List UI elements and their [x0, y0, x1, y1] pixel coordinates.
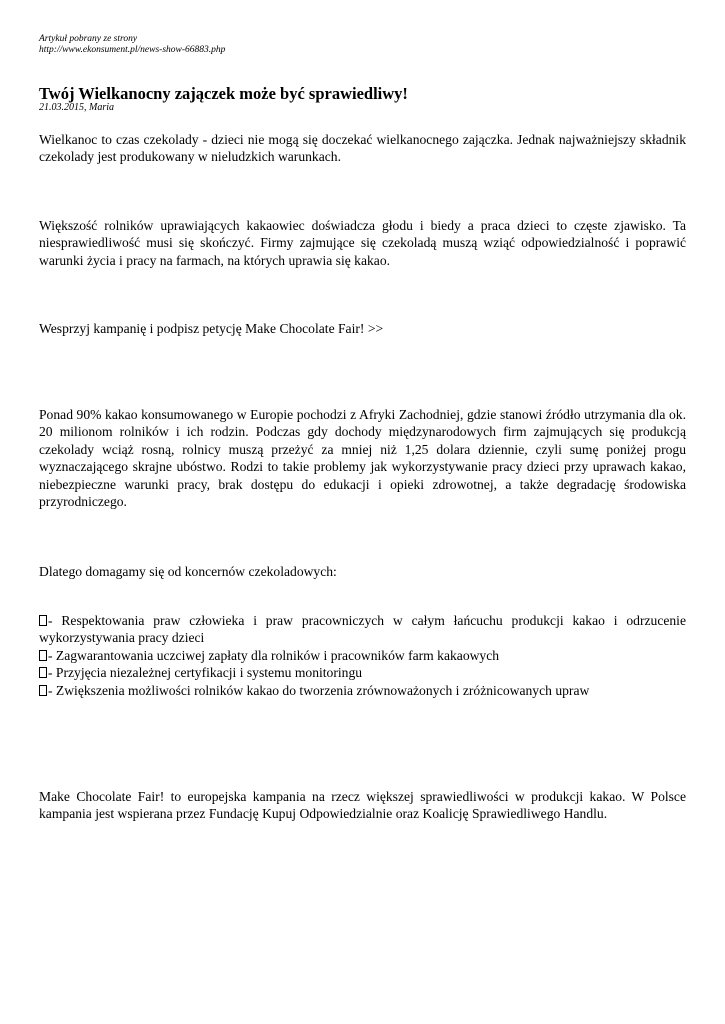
paragraph-farmers: Większość rolników uprawiających kakaowiec doświadcza głodu i biedy a praca dzieci to częste zjawisko. Ta niesprawiedliwość musi się skończyć. Firmy zajmujące się czekoladą muszą wziąć odpowiedzialność i poprawić warunki życia i pracy na farmach, na których uprawia się kakao. [39, 218, 686, 268]
paragraph-statistics: Ponad 90% kakao konsumowanego w Europie pochodzi z Afryki Zachodniej, gdzie stanowi źródło utrzymania dla ok. 20 milionom rolników i ich rodzin. Podczas gdy dochody międzynarodowych firm zajmujących się produkcją czekolady wciąż rosną, rolnicy muszą przeżyć za mniej niż 1,25 dolara dziennie, czyli sumę poniżej progu wyznaczającego skrajne ubóstwo. Rodzi to takie problemy jak wykorzystywanie pracy dzieci przy uprawach kakao, niebezpieczne warunki pracy, brak dostępu do edukacji i opieki zdrowotnej, a także degradację środowiska przyrodniczego. [39, 407, 686, 510]
checkbox-bullet-icon [39, 650, 47, 661]
source-info [39, 34, 225, 56]
checkbox-bullet-icon [39, 685, 47, 696]
source-url: http://www.ekonsument.pl/news-show-66883.php [39, 45, 226, 55]
petition-link[interactable]: Wesprzyj kampanię i podpisz petycję Make Chocolate Fair! >> [39, 321, 384, 336]
list-item: - Zagwarantowania uczciwej zapłaty dla rolników i pracowników farm kakaowych [39, 647, 686, 664]
paragraph-campaign: Make Chocolate Fair! to europejska kampania na rzecz większej sprawiedliwości w produkcji kakao. W Polsce kampania jest wspierana przez Fundację Kupuj Odpowiedzialnie oraz Koalicję Sprawiedliwego Handlu. [39, 789, 686, 822]
source-label: Artykuł pobrany ze strony [39, 34, 138, 44]
paragraph-demands-intro: Dlatego domagamy się od koncernów czekoladowych: [39, 564, 337, 579]
list-item: - Zwiększenia możliwości rolników kakao do tworzenia zrównoważonych i zróżnicowanych upraw [39, 682, 686, 699]
article-meta: 21.03.2015, Maria [39, 102, 114, 113]
demands-list [39, 612, 686, 699]
list-item: - Przyjęcia niezależnej certyfikacji i systemu monitoringu [39, 664, 686, 681]
list-item: - Respektowania praw człowieka i praw pracowniczych w całym łańcuchu produkcji kakao i odrzucenie wykorzystywania pracy dzieci [39, 613, 686, 646]
article-title: Twój Wielkanocny zajączek może być sprawiedliwy! [39, 84, 408, 103]
paragraph-intro: Wielkanoc to czas czekolady - dzieci nie mogą się doczekać wielkanocnego zajączka. Jednak najważniejszy składnik czekolady jest produkowany w nieludzkich warunkach. [39, 132, 686, 165]
checkbox-bullet-icon [39, 615, 47, 626]
checkbox-bullet-icon [39, 667, 47, 678]
